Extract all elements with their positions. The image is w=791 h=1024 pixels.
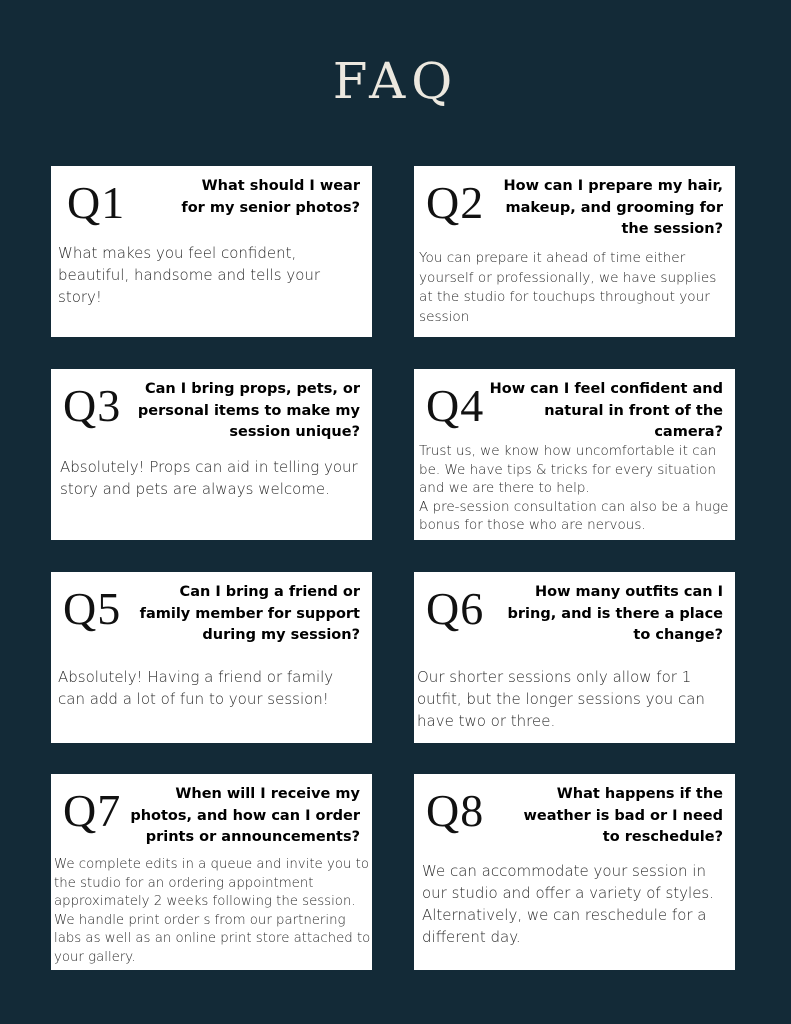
question-text: How can I feel confident and natural in front of the camera? (489, 381, 723, 440)
question-number: Q2 (426, 177, 485, 228)
faq-card-q1 (51, 166, 372, 337)
faq-card-q2 (414, 166, 735, 337)
faq-card-q7 (51, 774, 372, 970)
question-number: Q3 (63, 380, 122, 431)
answer-text: We complete edits in a queue and invite you to the studio for an ordering appointment approximately 2 weeks following the session. We handle print order s from our partnering labs as well as an online print store attached to your gallery. (54, 857, 371, 965)
answer-text: We can accommodate your session in our studio and offer a variety of styles. Alternatively, we can reschedule for a different day. (422, 862, 715, 946)
question-number: Q7 (63, 785, 122, 836)
question-number: Q8 (426, 785, 485, 836)
question-text: Can I bring a friend or family member for support during my session? (139, 584, 360, 643)
question-number: Q1 (67, 177, 126, 228)
faq-card-q3 (51, 369, 372, 540)
faq-card-q6 (414, 572, 735, 743)
answer-text: Trust us, we know how uncomfortable it can be. We have tips & tricks for every situation and we are there to help. A pre-session consultation can also be a huge bonus for those who are nervous. (419, 443, 729, 533)
faq-card-q8 (414, 774, 735, 970)
question-number: Q6 (426, 583, 485, 634)
answer-text: What makes you feel confident, beautiful, handsome and tells your story! (58, 244, 321, 306)
answer-text: You can prepare it ahead of time either yourself or professionally, we have supplies at the studio for touchups throughout your session (419, 250, 717, 325)
faq-card-q4 (414, 369, 735, 540)
question-text: What happens if the weather is bad or I need to reschedule? (523, 786, 723, 845)
question-number: Q4 (426, 380, 485, 431)
answer-text: Absolutely! Props can aid in telling your story and pets are always welcome. (60, 458, 358, 498)
question-text: How can I prepare my hair, makeup, and grooming for the session? (503, 178, 723, 237)
question-text: When will I receive my photos, and how can I order prints or announcements? (130, 786, 360, 845)
question-text: Can I bring props, pets, or personal items to make my session unique? (137, 381, 360, 440)
answer-text: Our shorter sessions only allow for 1 outfit, but the longer sessions you can have two or three. (417, 668, 705, 730)
page-title: FAQ (332, 52, 459, 110)
question-text: How many outfits can I bring, and is there a place to change? (507, 584, 723, 643)
question-text: What should I wear for my senior photos? (181, 178, 360, 216)
answer-text: Absolutely! Having a friend or family can add a lot of fun to your session! (58, 668, 334, 708)
faq-card-q5 (51, 572, 372, 743)
question-number: Q5 (63, 583, 122, 634)
